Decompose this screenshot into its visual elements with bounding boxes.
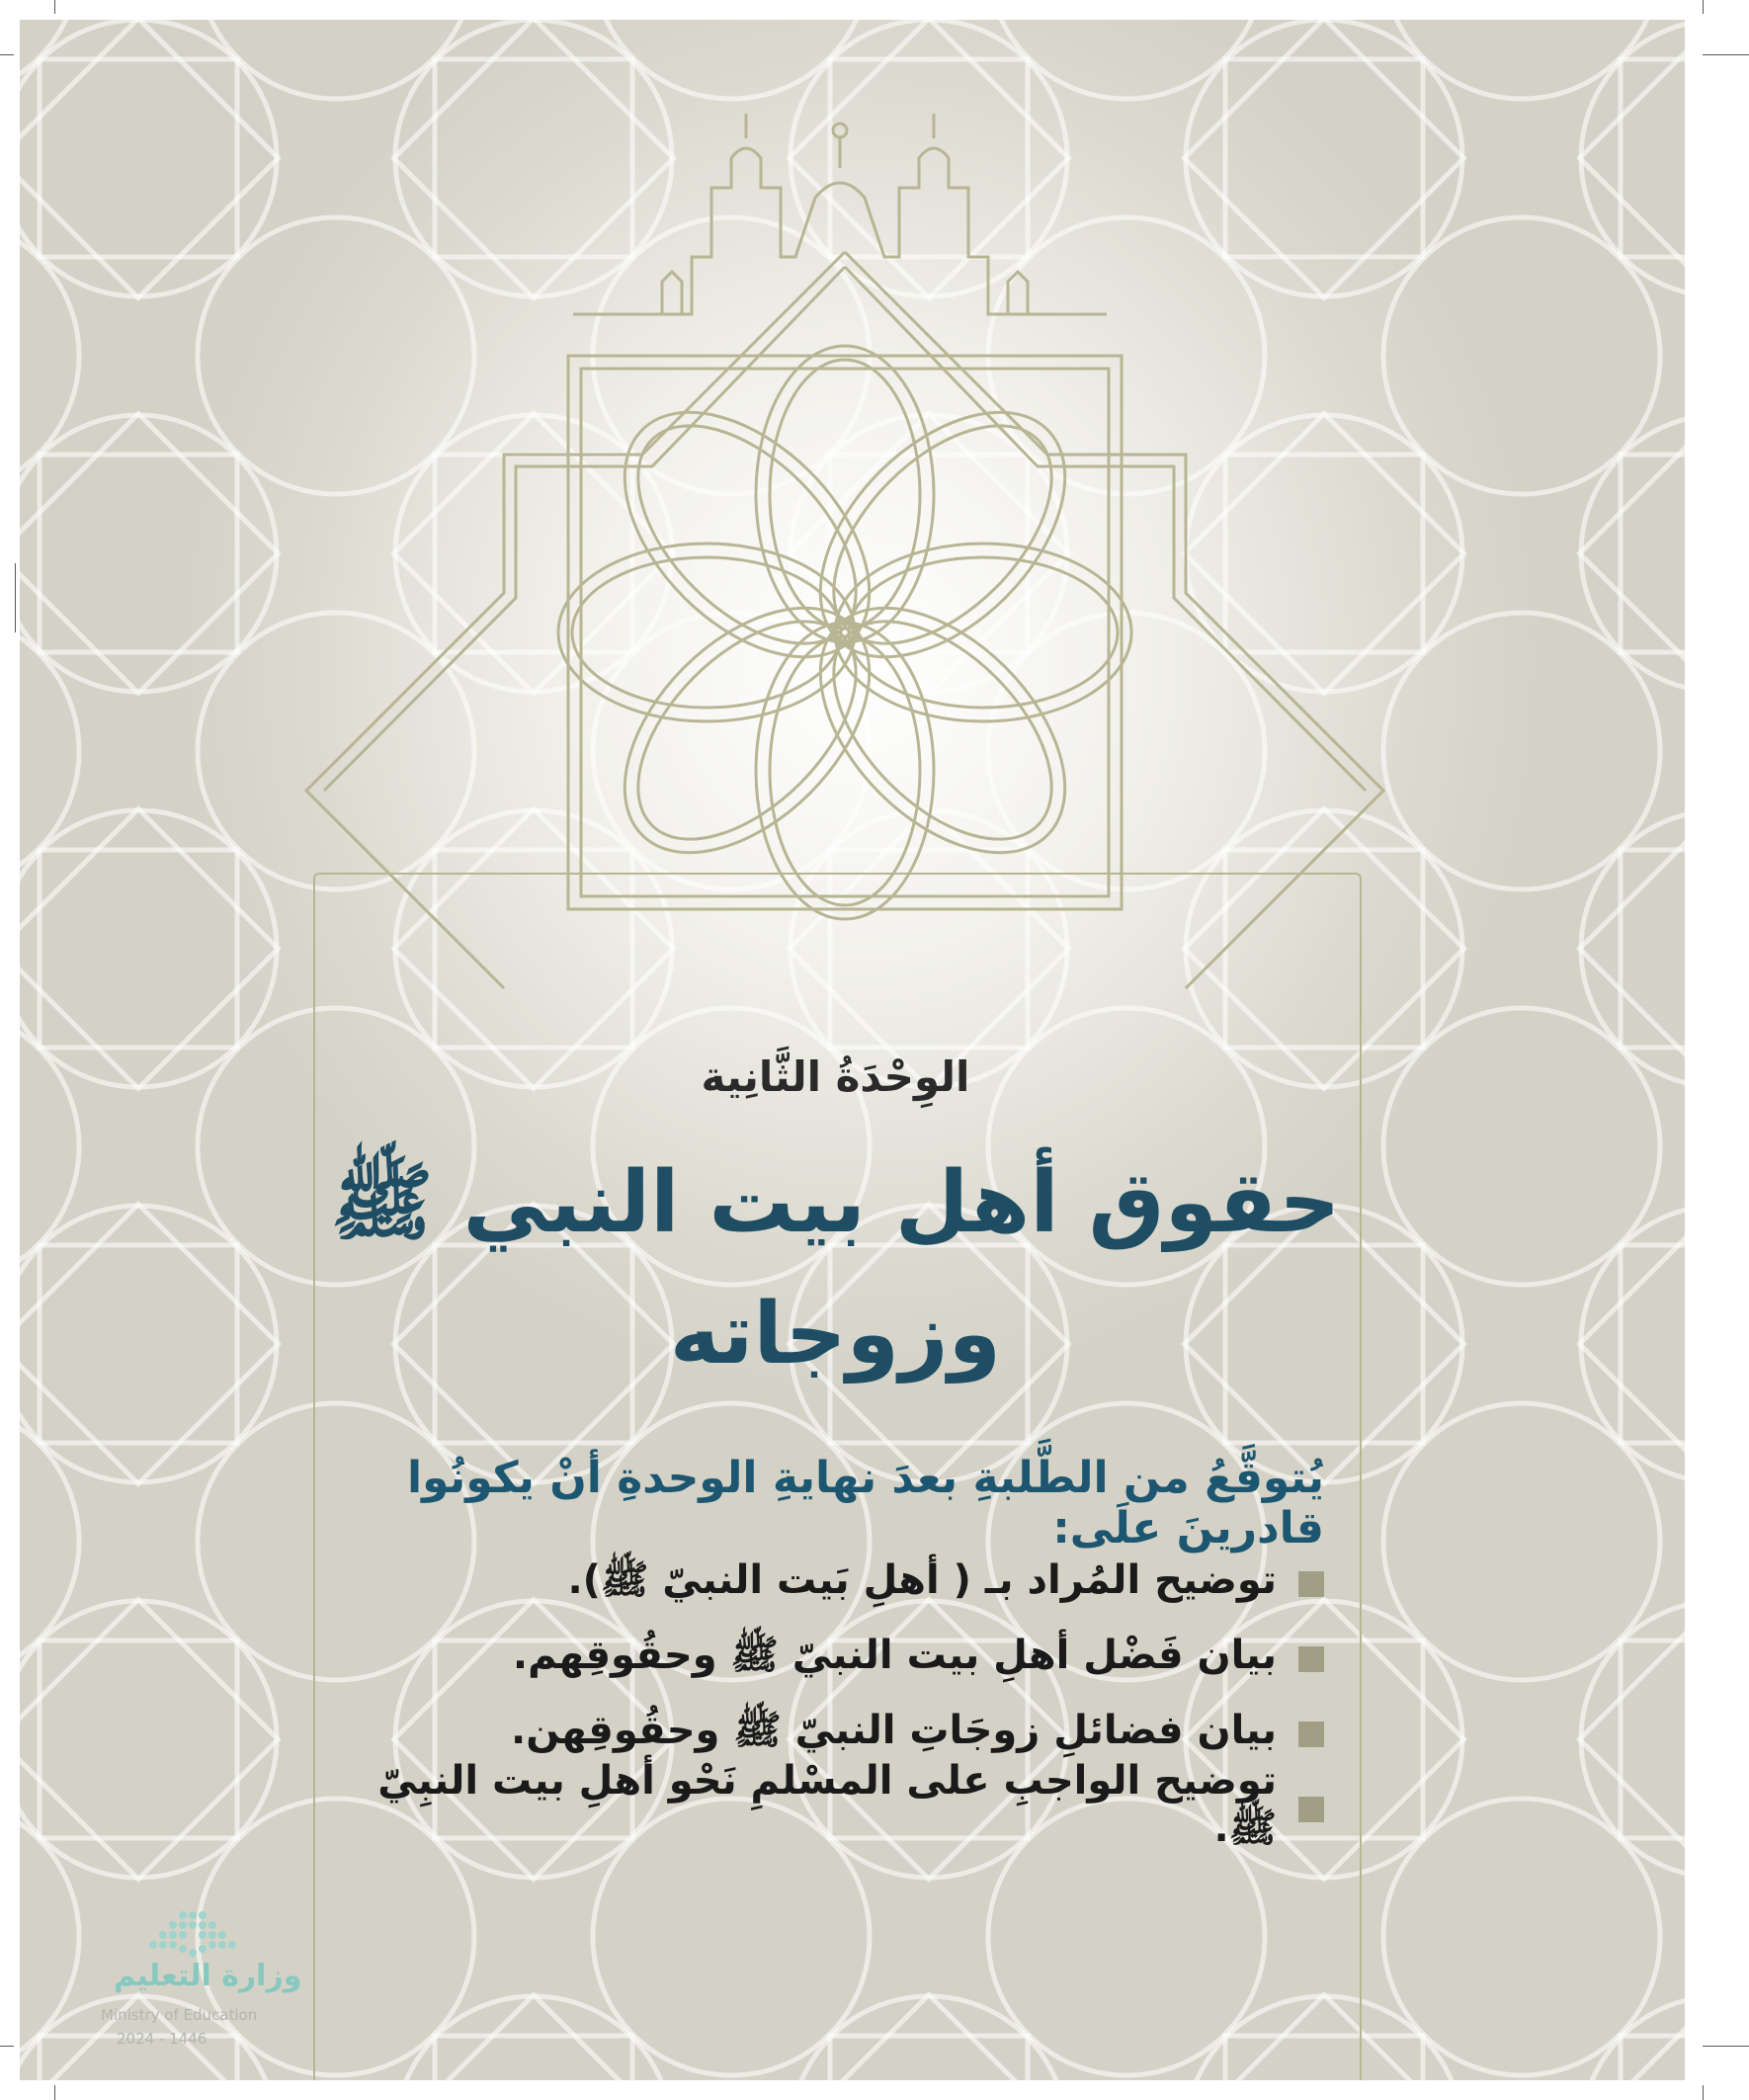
- objective-text: توضيح المُراد بـ ( أهلِ بَيت النبيّ ﷺ).: [567, 1557, 1277, 1603]
- crop-mark: [54, 2085, 55, 2100]
- crop-mark: [0, 54, 14, 55]
- crop-mark: [1703, 0, 1704, 14]
- list-item: [346, 1547, 1324, 1622]
- square-bullet-icon: [1298, 1646, 1324, 1672]
- crop-mark: [15, 563, 16, 632]
- objectives-list: [346, 1547, 1324, 1851]
- square-bullet-icon: [1298, 1722, 1324, 1747]
- page: [20, 20, 1685, 2080]
- crop-mark: [1703, 54, 1749, 55]
- objective-text: توضيح الواجبِ على المسْلمِ نَحْو أهلِ بيت النبِيّ ﷺ.: [377, 1758, 1277, 1851]
- unit-label: الوِحْدَةُ الثَّانِية: [701, 1052, 970, 1101]
- crop-mark: [1703, 2046, 1749, 2047]
- unit-title-line-1: حقوق أهل بيت النبي ﷺ: [330, 1153, 1341, 1252]
- list-item: [346, 1758, 1324, 1851]
- square-bullet-icon: [1298, 1571, 1324, 1597]
- logo-english-name: Ministry of Education: [101, 2006, 258, 2024]
- crop-mark: [1703, 2085, 1704, 2100]
- mosque-rosette-ornament: [20, 20, 1685, 1008]
- logo-year: 2024 - 1446: [117, 2030, 208, 2048]
- objective-text: بيان فضائلِ زوجَاتِ النبيّ ﷺ وحقُوقِهن.: [511, 1708, 1277, 1753]
- crop-mark: [0, 2046, 14, 2047]
- objective-text: بيان فَضْل أهلِ بيت النبيّ ﷺ وحقُوقِهم.: [512, 1633, 1277, 1678]
- crop-mark: [54, 0, 55, 14]
- list-item: [346, 1622, 1324, 1697]
- logo-arabic-name: وزارة التعليم: [114, 1959, 302, 1993]
- unit-title-line-2: وزوجاته: [669, 1285, 1002, 1384]
- learning-outcomes-intro: يُتوقَّعُ من الطَّلبةِ بعدَ نهايةِ الوحدةِ أنْ يكونُوا قادرينَ علَى:: [407, 1453, 1324, 1554]
- square-bullet-icon: [1298, 1797, 1324, 1822]
